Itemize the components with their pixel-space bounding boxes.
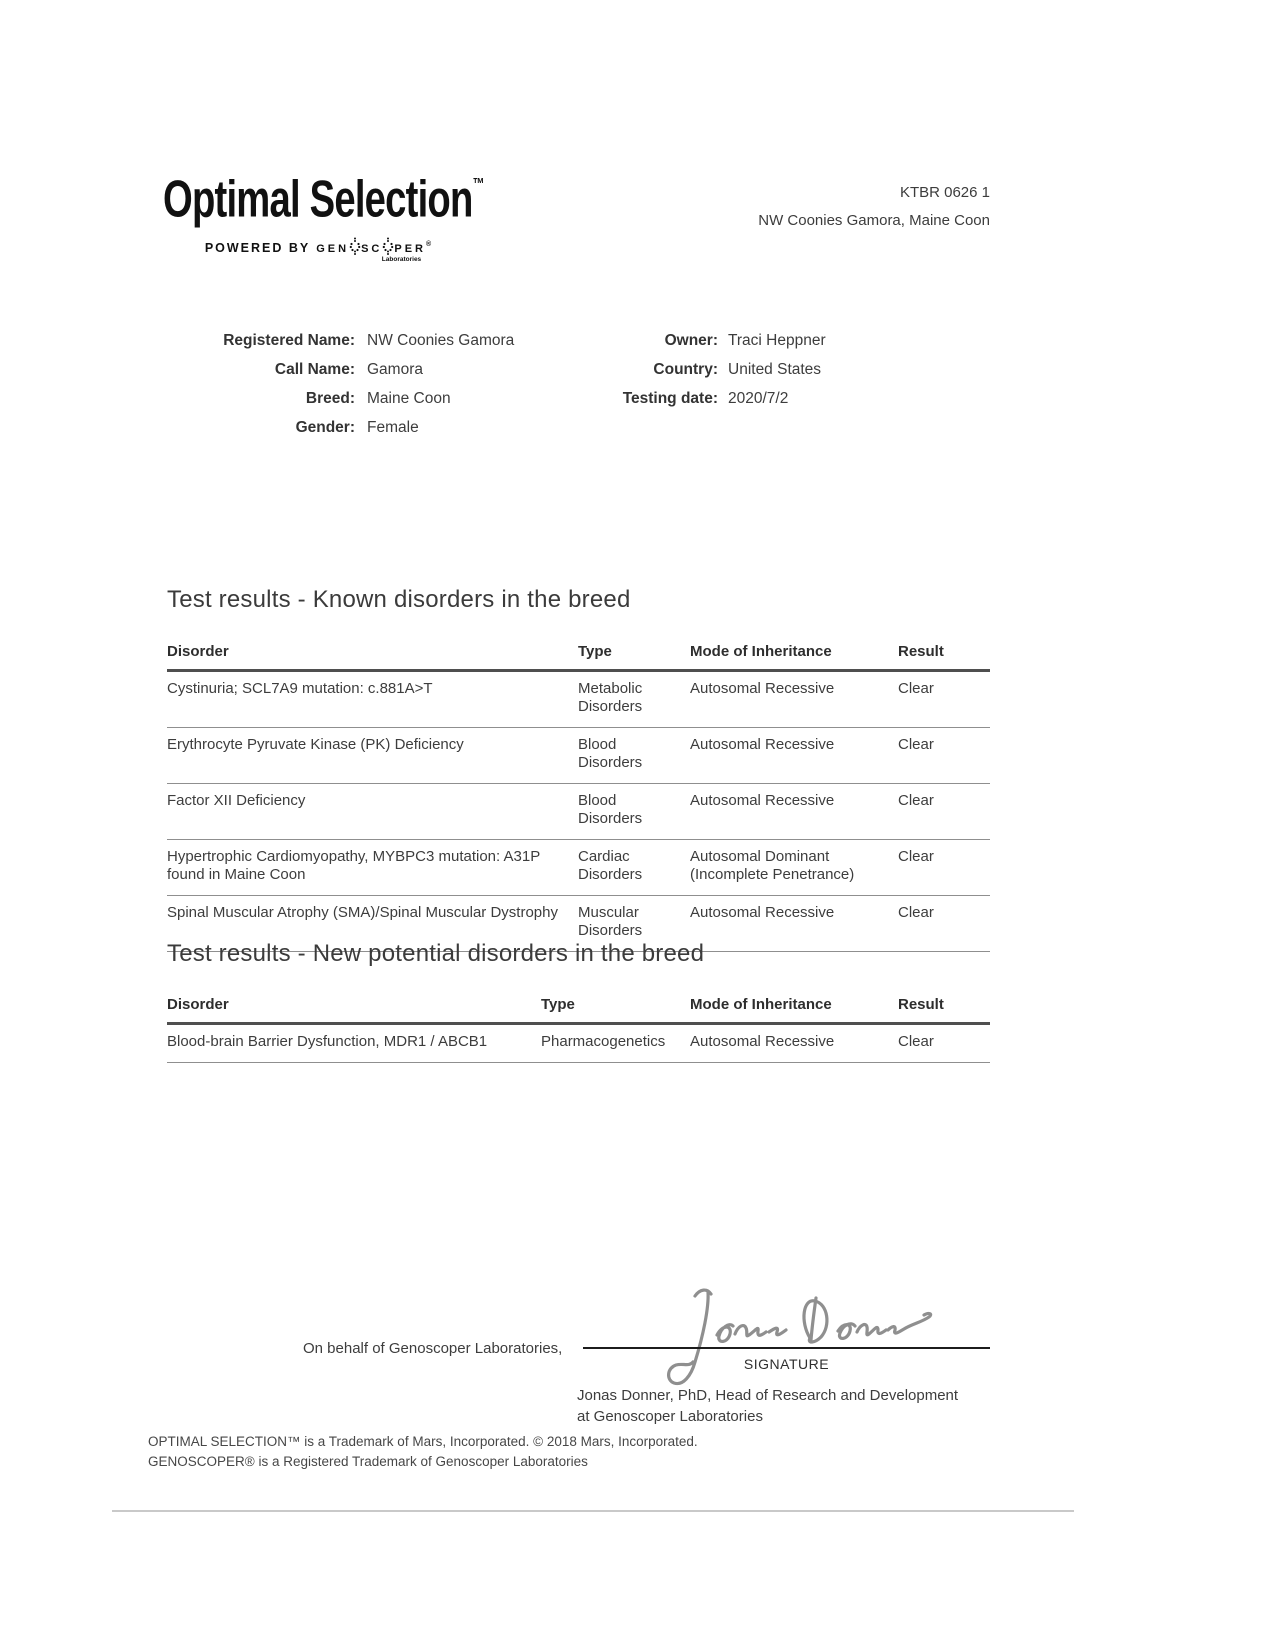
cell-inheritance: Autosomal Recessive (690, 896, 898, 952)
footer-trademark-line1: OPTIMAL SELECTION™ is a Trademark of Mars, Incorporated. © 2018 Mars, Incorporated. (148, 1434, 698, 1449)
cell-type: Metabolic Disorders (578, 671, 690, 728)
signer-identity (577, 1385, 958, 1427)
info-row-call-name (185, 361, 605, 381)
section-title-new-disorders: Test results - New potential disorders in the breed (167, 940, 705, 967)
info-label: Gender: (295, 419, 355, 436)
info-value: United States (728, 361, 822, 378)
genoscoper-part3: PER (394, 243, 426, 255)
cell-inheritance: Autosomal Recessive (690, 671, 898, 728)
info-value: Female (367, 419, 419, 436)
column-header-disorder: Disorder (167, 643, 578, 671)
info-value: Gamora (367, 361, 423, 378)
column-header-type: Type (578, 643, 690, 671)
table-row (167, 784, 990, 840)
info-row-registered-name (185, 332, 605, 352)
trademark-symbol: ™ (472, 175, 485, 194)
cell-result: Clear (898, 671, 990, 728)
table-row (167, 840, 990, 896)
info-row-breed (185, 390, 605, 410)
info-value: NW Coonies Gamora (367, 332, 515, 349)
info-label: Registered Name: (223, 332, 355, 349)
dotted-o-icon (382, 237, 394, 255)
table-row (167, 728, 990, 784)
brand-logo (163, 170, 484, 229)
info-label: Breed: (305, 390, 355, 407)
footer-trademark-line2: GENOSCOPER® is a Registered Trademark of Genoscoper Laboratories (148, 1454, 588, 1469)
genoscoper-sub-label: Laboratories (381, 256, 422, 263)
cell-result: Clear (898, 728, 990, 784)
cell-inheritance: Autosomal Recessive (690, 784, 898, 840)
column-header-result: Result (898, 996, 990, 1024)
column-header-type: Type (541, 996, 690, 1024)
footer-legal (148, 1432, 698, 1472)
cell-inheritance: Autosomal Recessive (690, 1024, 898, 1063)
cell-type: Pharmacogenetics (541, 1024, 690, 1063)
cell-inheritance: Autosomal Dominant (Incomplete Penetrance) (690, 840, 898, 896)
cell-result: Clear (898, 840, 990, 896)
info-value: 2020/7/2 (728, 390, 789, 407)
cell-disorder: Spinal Muscular Atrophy (SMA)/Spinal Muscular Dystrophy (167, 896, 578, 952)
info-label: Testing date: (622, 390, 718, 407)
info-label: Country: (653, 361, 718, 378)
info-row-country (560, 361, 990, 381)
cell-disorder: Cystinuria; SCL7A9 mutation: c.881A>T (167, 671, 578, 728)
known-disorders-table (167, 643, 990, 952)
registered-symbol: ® (426, 241, 432, 248)
powered-by-label: POWERED BY (204, 241, 311, 255)
signer-organization: at Genoscoper Laboratories (577, 1408, 763, 1425)
brand-name: Optimal Selection (163, 171, 473, 229)
powered-by-line (168, 237, 468, 263)
handwritten-signature-image (645, 1286, 955, 1391)
cell-type: Blood Disorders (578, 784, 690, 840)
cell-inheritance: Autosomal Recessive (690, 728, 898, 784)
column-header-inheritance: Mode of Inheritance (690, 643, 898, 671)
cell-result: Clear (898, 896, 990, 952)
table-header-row (167, 643, 990, 671)
new-disorders-table (167, 996, 990, 1063)
table-row (167, 1024, 990, 1063)
reference-subject: NW Coonies Gamora, Maine Coon (758, 212, 990, 229)
genoscoper-wordmark (316, 237, 432, 263)
cell-type: Cardiac Disorders (578, 840, 690, 896)
cell-type: Blood Disorders (578, 728, 690, 784)
on-behalf-text: On behalf of Genoscoper Laboratories, (303, 1340, 563, 1357)
reference-block (758, 184, 990, 240)
info-value: Traci Heppner (728, 332, 826, 349)
cell-result: Clear (898, 784, 990, 840)
section-title-known-disorders: Test results - Known disorders in the breed (167, 586, 631, 613)
signature-label: SIGNATURE (743, 1356, 830, 1372)
signature-line (583, 1347, 990, 1349)
info-label: Owner: (664, 332, 718, 349)
cell-disorder: Blood-brain Barrier Dysfunction, MDR1 / ABCB1 (167, 1024, 541, 1063)
column-header-disorder: Disorder (167, 996, 541, 1024)
info-row-gender (185, 419, 605, 439)
info-label: Call Name: (274, 361, 355, 378)
table-header-row (167, 996, 990, 1024)
reference-code: KTBR 0626 1 (899, 184, 990, 201)
cell-disorder: Hypertrophic Cardiomyopathy, MYBPC3 mutation: A31P found in Maine Coon (167, 840, 578, 896)
info-row-testing-date (560, 390, 990, 410)
column-header-inheritance: Mode of Inheritance (690, 996, 898, 1024)
signer-name-title: Jonas Donner, PhD, Head of Research and Development (577, 1387, 959, 1404)
genoscoper-part1: GEN (316, 243, 350, 255)
cell-type: Muscular Disorders (578, 896, 690, 952)
dotted-o-icon (349, 237, 361, 255)
cell-disorder: Erythrocyte Pyruvate Kinase (PK) Deficiency (167, 728, 578, 784)
info-value: Maine Coon (367, 390, 451, 407)
info-row-owner (560, 332, 990, 352)
genoscoper-part2: SC (361, 243, 383, 255)
cell-disorder: Factor XII Deficiency (167, 784, 578, 840)
table-row (167, 671, 990, 728)
page-bottom-divider (112, 1510, 1074, 1512)
cell-result: Clear (898, 1024, 990, 1063)
column-header-result: Result (898, 643, 990, 671)
